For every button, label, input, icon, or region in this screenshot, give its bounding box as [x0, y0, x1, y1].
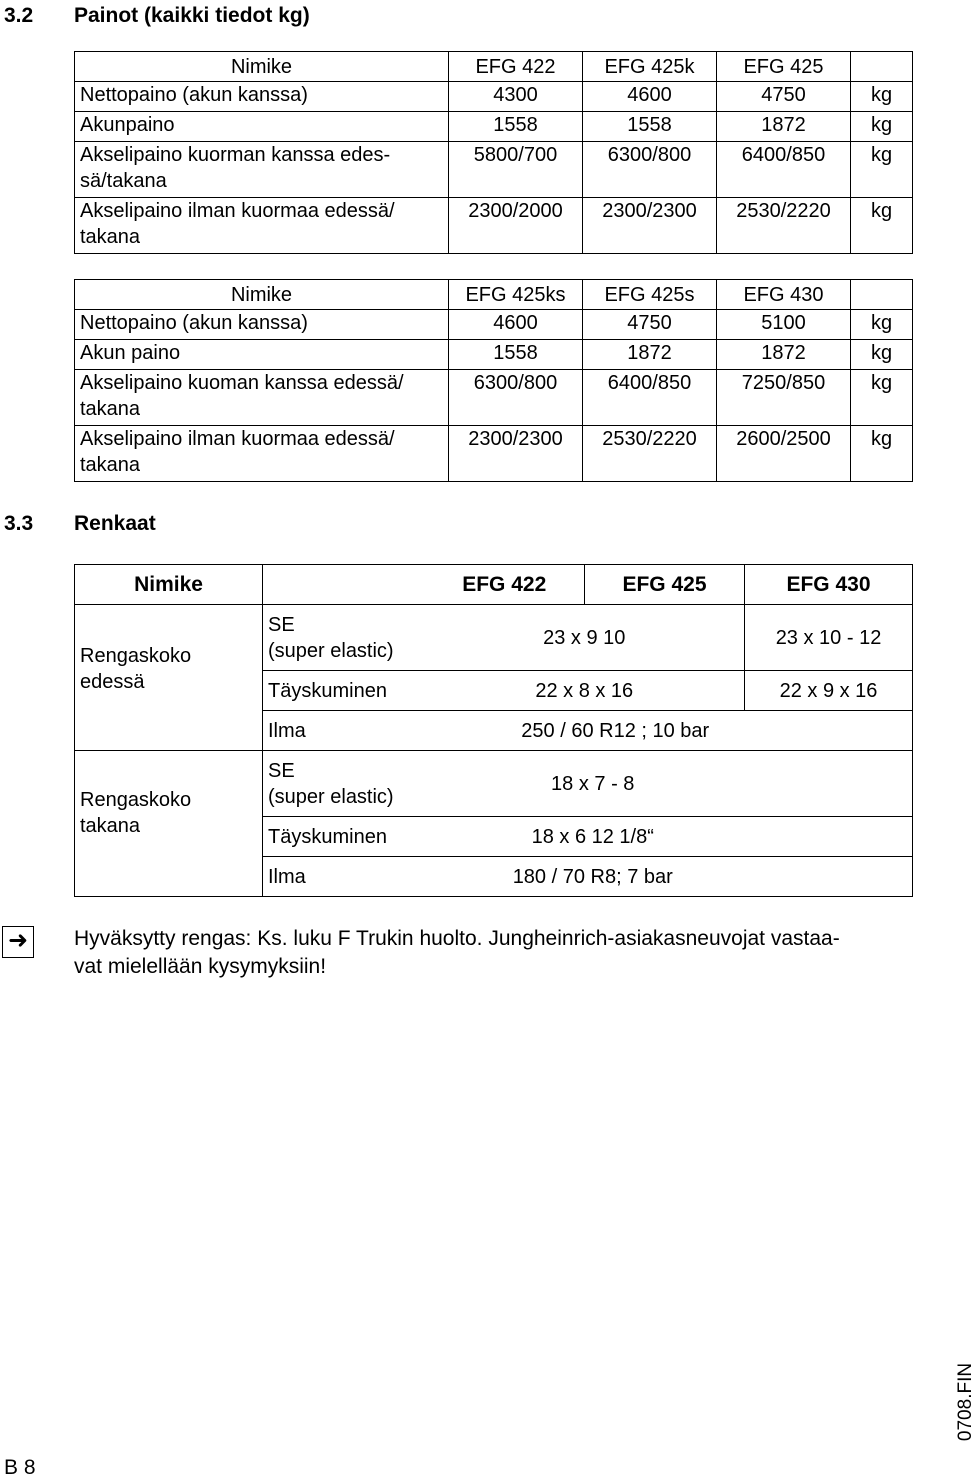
tire-type-se: SE (super elastic) [263, 751, 425, 817]
weights-table-2 [74, 279, 913, 482]
header-model-cell: EFG 425 [585, 565, 745, 605]
unit-cell: kg [851, 310, 913, 340]
table-row [75, 751, 913, 817]
value-cell: 4600 [449, 310, 583, 340]
value-cell: 6300/800 [583, 142, 717, 198]
tire-type-air: Ilma [263, 857, 425, 897]
row-label: Akselipaino kuoman kanssa edessä/ takana [75, 370, 449, 426]
value-cell: 2530/2220 [717, 198, 851, 254]
tire-value: 250 / 60 R12 ; 10 bar [425, 711, 913, 751]
row-label: Nettopaino (akun kanssa) [75, 82, 449, 112]
header-empty-cell [263, 565, 425, 605]
row-label: Akunpaino [75, 112, 449, 142]
value-cell: 4750 [583, 310, 717, 340]
table-row [75, 370, 913, 426]
tire-position-front: Rengaskoko edessä [75, 605, 263, 751]
section-title: Renkaat [74, 512, 156, 535]
table-row [75, 142, 913, 198]
tire-value: 180 / 70 R8; 7 bar [425, 857, 913, 897]
header-model-cell: EFG 430 [717, 280, 851, 310]
value-cell: 6400/850 [583, 370, 717, 426]
row-label: Nettopaino (akun kanssa) [75, 310, 449, 340]
section-number: 3.3 [4, 512, 34, 535]
value-cell: 1872 [583, 340, 717, 370]
note-text: Hyväksytty rengas: Ks. luku F Trukin huolto. Jungheinrich-asiakasneuvojat vastaa- vat mielellään kysymyksiin! [74, 927, 840, 978]
header-name-cell: Nimike [75, 52, 449, 82]
unit-cell: kg [851, 370, 913, 426]
table-row [75, 310, 913, 340]
tire-value: 18 x 7 - 8 [425, 751, 913, 817]
unit-cell: kg [851, 112, 913, 142]
value-cell: 2530/2220 [583, 426, 717, 482]
tire-type-se: SE (super elastic) [263, 605, 425, 671]
value-cell: 4300 [449, 82, 583, 112]
tire-value: 18 x 6 12 1/8“ [425, 817, 913, 857]
table-row [75, 112, 913, 142]
table-row [75, 82, 913, 112]
row-label: Akselipaino ilman kuormaa edessä/ takana [75, 426, 449, 482]
header-model-cell: EFG 425s [583, 280, 717, 310]
header-model-cell: EFG 430 [745, 565, 913, 605]
header-model-cell: EFG 422 [449, 52, 583, 82]
header-unit-cell [851, 52, 913, 82]
unit-cell: kg [851, 142, 913, 198]
tire-type-solid: Täyskuminen [263, 671, 425, 711]
unit-cell: kg [851, 198, 913, 254]
header-unit-cell [851, 280, 913, 310]
table-row [75, 340, 913, 370]
table-row [75, 198, 913, 254]
weights-table-1 [74, 51, 913, 254]
tire-type-air: Ilma [263, 711, 425, 751]
value-cell: 5100 [717, 310, 851, 340]
header-model-cell: EFG 425 [717, 52, 851, 82]
tire-value: 22 x 8 x 16 [425, 671, 745, 711]
table-header-row [75, 565, 913, 605]
value-cell: 4600 [583, 82, 717, 112]
table-row [75, 605, 913, 671]
tires-table [74, 564, 913, 897]
value-cell: 6300/800 [449, 370, 583, 426]
tire-type-solid: Täyskuminen [263, 817, 425, 857]
table-header-row [75, 280, 913, 310]
header-model-cell: EFG 425ks [449, 280, 583, 310]
value-cell: 2600/2500 [717, 426, 851, 482]
tire-value: 23 x 9 10 [425, 605, 745, 671]
tire-value: 23 x 10 - 12 [745, 605, 913, 671]
header-name-cell: Nimike [75, 280, 449, 310]
table-row [75, 426, 913, 482]
header-model-cell: EFG 422 [425, 565, 585, 605]
unit-cell: kg [851, 426, 913, 482]
row-label: Akun paino [75, 340, 449, 370]
value-cell: 2300/2300 [583, 198, 717, 254]
document-code: 0708.FIN [955, 1362, 976, 1442]
header-name-cell: Nimike [75, 565, 263, 605]
unit-cell: kg [851, 340, 913, 370]
section-number: 3.2 [4, 4, 34, 27]
tire-position-rear: Rengaskoko takana [75, 751, 263, 897]
value-cell: 4750 [717, 82, 851, 112]
value-cell: 1558 [449, 112, 583, 142]
value-cell: 6400/850 [717, 142, 851, 198]
row-label: Akselipaino kuorman kanssa edes- sä/takana [75, 142, 449, 198]
unit-cell: kg [851, 82, 913, 112]
value-cell: 5800/700 [449, 142, 583, 198]
value-cell: 1558 [583, 112, 717, 142]
value-cell: 7250/850 [717, 370, 851, 426]
value-cell: 2300/2300 [449, 426, 583, 482]
value-cell: 2300/2000 [449, 198, 583, 254]
value-cell: 1872 [717, 112, 851, 142]
value-cell: 1872 [717, 340, 851, 370]
table-header-row [75, 52, 913, 82]
tire-value: 22 x 9 x 16 [745, 671, 913, 711]
row-label: Akselipaino ilman kuormaa edessä/ takana [75, 198, 449, 254]
value-cell: 1558 [449, 340, 583, 370]
header-model-cell: EFG 425k [583, 52, 717, 82]
page-number: B 8 [4, 1456, 36, 1479]
arrow-right-icon: ➜ [2, 926, 34, 958]
section-title: Painot (kaikki tiedot kg) [74, 4, 310, 27]
